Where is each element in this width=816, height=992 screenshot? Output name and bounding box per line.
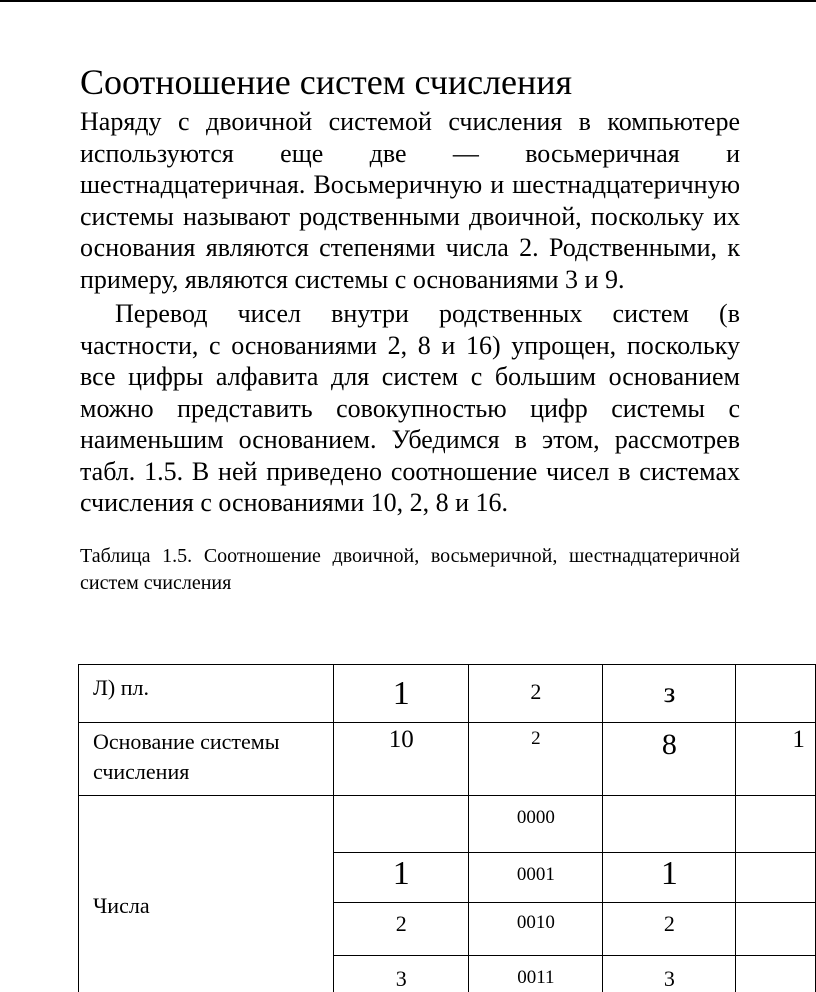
cell-oct: 3 — [603, 956, 736, 992]
cell-numbering-4 — [736, 665, 816, 723]
cell-base-2: 2 — [469, 723, 603, 796]
cell-hex — [736, 796, 816, 853]
cell-base-16-cut: 1 — [736, 723, 816, 796]
table-row-numbering — [79, 665, 816, 723]
cell-dec: 3 — [334, 956, 469, 992]
paragraph-2: Перевод чисел внутри родственных систем (в частности, с основаниями 2, 8 и 16) упрощен, поскольку все цифры алфавита для систем с большим основанием можно представить совокупностью цифр системы с наименьшим основанием. Убедимся в этом, рассмотрев табл. 1.5. В ней приведено соотношение чисел в системах счисления с основаниями 10, 2, 8 и 16. — [80, 299, 740, 517]
cell-numbering-1: 1 — [334, 665, 469, 723]
paragraph-1: Наряду с двоичной системой счисления в компьютере используются еще две — восьмеричная и шестнадцатеричная. Восьмеричную и шестнадцатеричную системы называют родственными двоичной, поскольку их основания являются степенями числа 2. Родственными, к примеру, являются системы с основаниями 3 и 9. — [80, 107, 740, 294]
cell-oct: 2 — [603, 903, 736, 956]
cell-hex — [736, 956, 816, 992]
cell-oct: 1 — [603, 853, 736, 903]
cell-dec — [334, 796, 469, 853]
cell-numbering-2: 2 — [469, 665, 603, 723]
table-caption: Таблица 1.5. Соотношение двоичной, восьмеричной, шестнадцатеричной систем счисления — [80, 544, 740, 594]
cell-bin: 0000 — [469, 796, 603, 853]
table-row-number — [79, 796, 816, 853]
document-page — [80, 58, 740, 597]
cell-hex — [736, 853, 816, 903]
cell-base-10: 10 — [334, 723, 469, 796]
cell-dec: 1 — [334, 853, 469, 903]
page-title: Соотношение систем счисления — [80, 62, 573, 102]
cell-numbers-label: Числа — [79, 796, 334, 992]
cell-dec: 2 — [334, 903, 469, 956]
cell-numbering-3: з — [603, 665, 736, 723]
cell-bin: 0010 — [469, 903, 603, 956]
cell-numbering-label: Л) пл. — [79, 665, 334, 723]
cell-bin: 0001 — [469, 853, 603, 903]
cell-hex — [736, 903, 816, 956]
table-row-base — [79, 723, 816, 796]
cell-base-label: Основание системы счисления — [79, 723, 334, 796]
cell-base-8: 8 — [603, 723, 736, 796]
cell-oct — [603, 796, 736, 853]
number-systems-table — [78, 664, 816, 992]
top-border-line — [0, 0, 816, 2]
cell-bin: 0011 — [469, 956, 603, 992]
